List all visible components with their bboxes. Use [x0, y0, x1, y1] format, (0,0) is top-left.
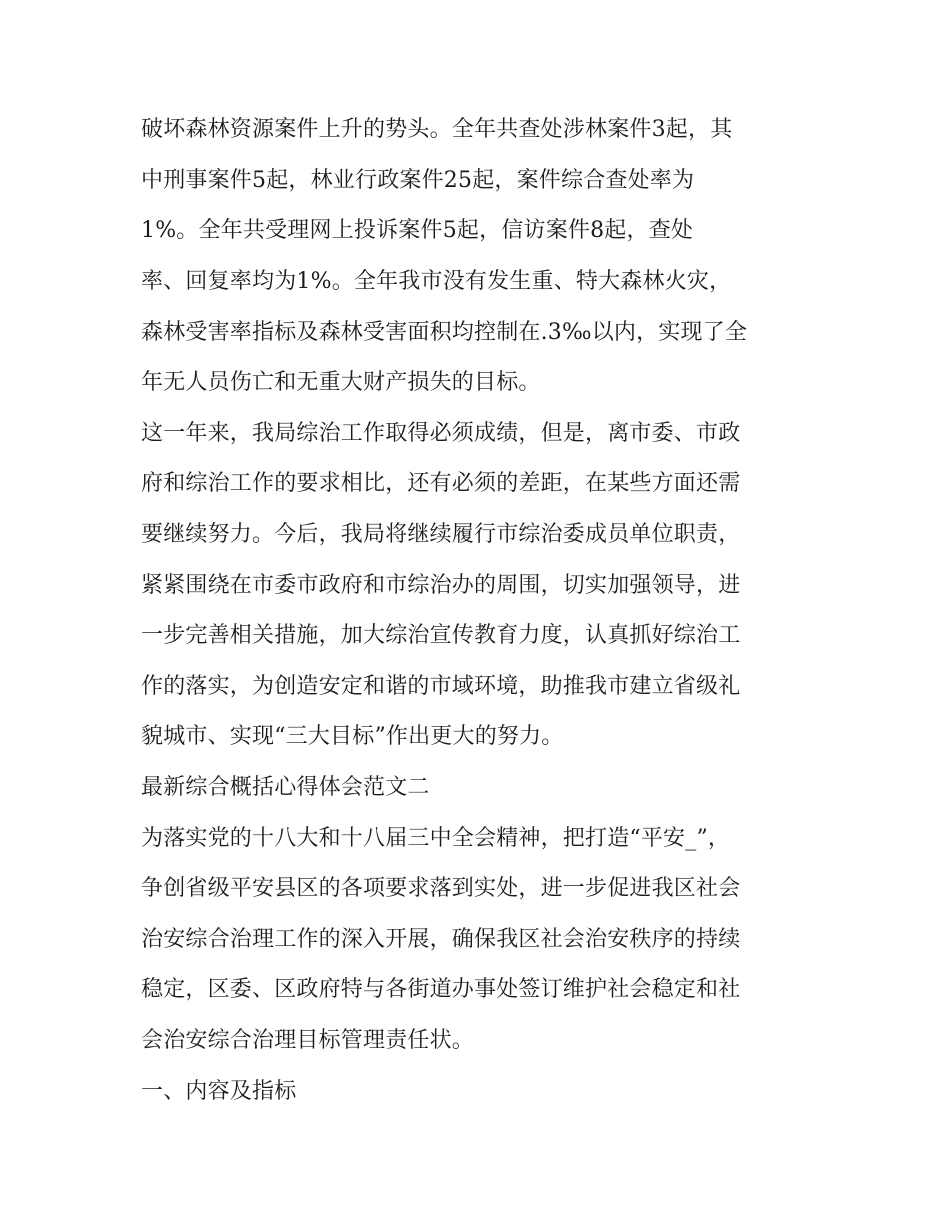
paragraph-3-line-3: 治安综合治理工作的深入开展，确保我区社会治安秩序的持续 — [141, 927, 741, 952]
paragraph-1-line-3: 1%。全年共受理网上投诉案件5起，信访案件8起，查处 — [141, 218, 694, 243]
paragraph-1-line-1: 破坏森林资源案件上升的势头。全年共查处涉林案件3起，其 — [141, 117, 733, 142]
paragraph-3-line-1: 为落实党的十八大和十八届三中全会精神，把打造“平安_”， — [141, 826, 731, 851]
paragraph-2-line-6: 作的落实，为创造安定和谐的市域环境，助推我市建立省级礼 — [141, 674, 741, 699]
paragraph-2-line-7: 貌城市、实现“三大目标”作出更大的努力。 — [141, 724, 564, 749]
paragraph-1-line-4: 率、回复率均为1%。全年我市没有发生重、特大森林火灾， — [141, 269, 732, 294]
paragraph-2-line-4: 紧紧围绕在市委市政府和市综治办的周围，切实加强领导，进 — [141, 573, 741, 598]
section-heading-1: 一、内容及指标 — [141, 1079, 297, 1104]
paragraph-2-line-3: 要继续努力。今后，我局将继续履行市综治委成员单位职责， — [141, 522, 741, 547]
paragraph-3-line-4: 稳定，区委、区政府特与各街道办事处签订维护社会稳定和社 — [141, 977, 741, 1002]
paragraph-3-line-5: 会治安综合治理目标管理责任状。 — [141, 1028, 475, 1053]
paragraph-1-line-5: 森林受害率指标及森林受害面积均控制在.3‰以内，实现了全 — [141, 320, 748, 345]
paragraph-3-line-2: 争创省级平安县区的各项要求落到实处，进一步促进我区社会 — [141, 876, 741, 901]
paragraph-1-line-6: 年无人员伤亡和无重大财产损失的目标。 — [141, 370, 541, 395]
paragraph-2-line-5: 一步完善相关措施，加大综治宣传教育力度，认真抓好综治工 — [141, 623, 741, 648]
paragraph-2-line-2: 府和综治工作的要求相比，还有必须的差距，在某些方面还需 — [141, 471, 741, 496]
paragraph-1-line-2: 中刑事案件5起，林业行政案件25起，案件综合查处率为 — [141, 168, 695, 193]
paragraph-2-line-1: 这一年来，我局综治工作取得必须成绩，但是，离市委、市政 — [141, 421, 741, 446]
heading-2: 最新综合概括心得体会范文二 — [141, 775, 430, 800]
